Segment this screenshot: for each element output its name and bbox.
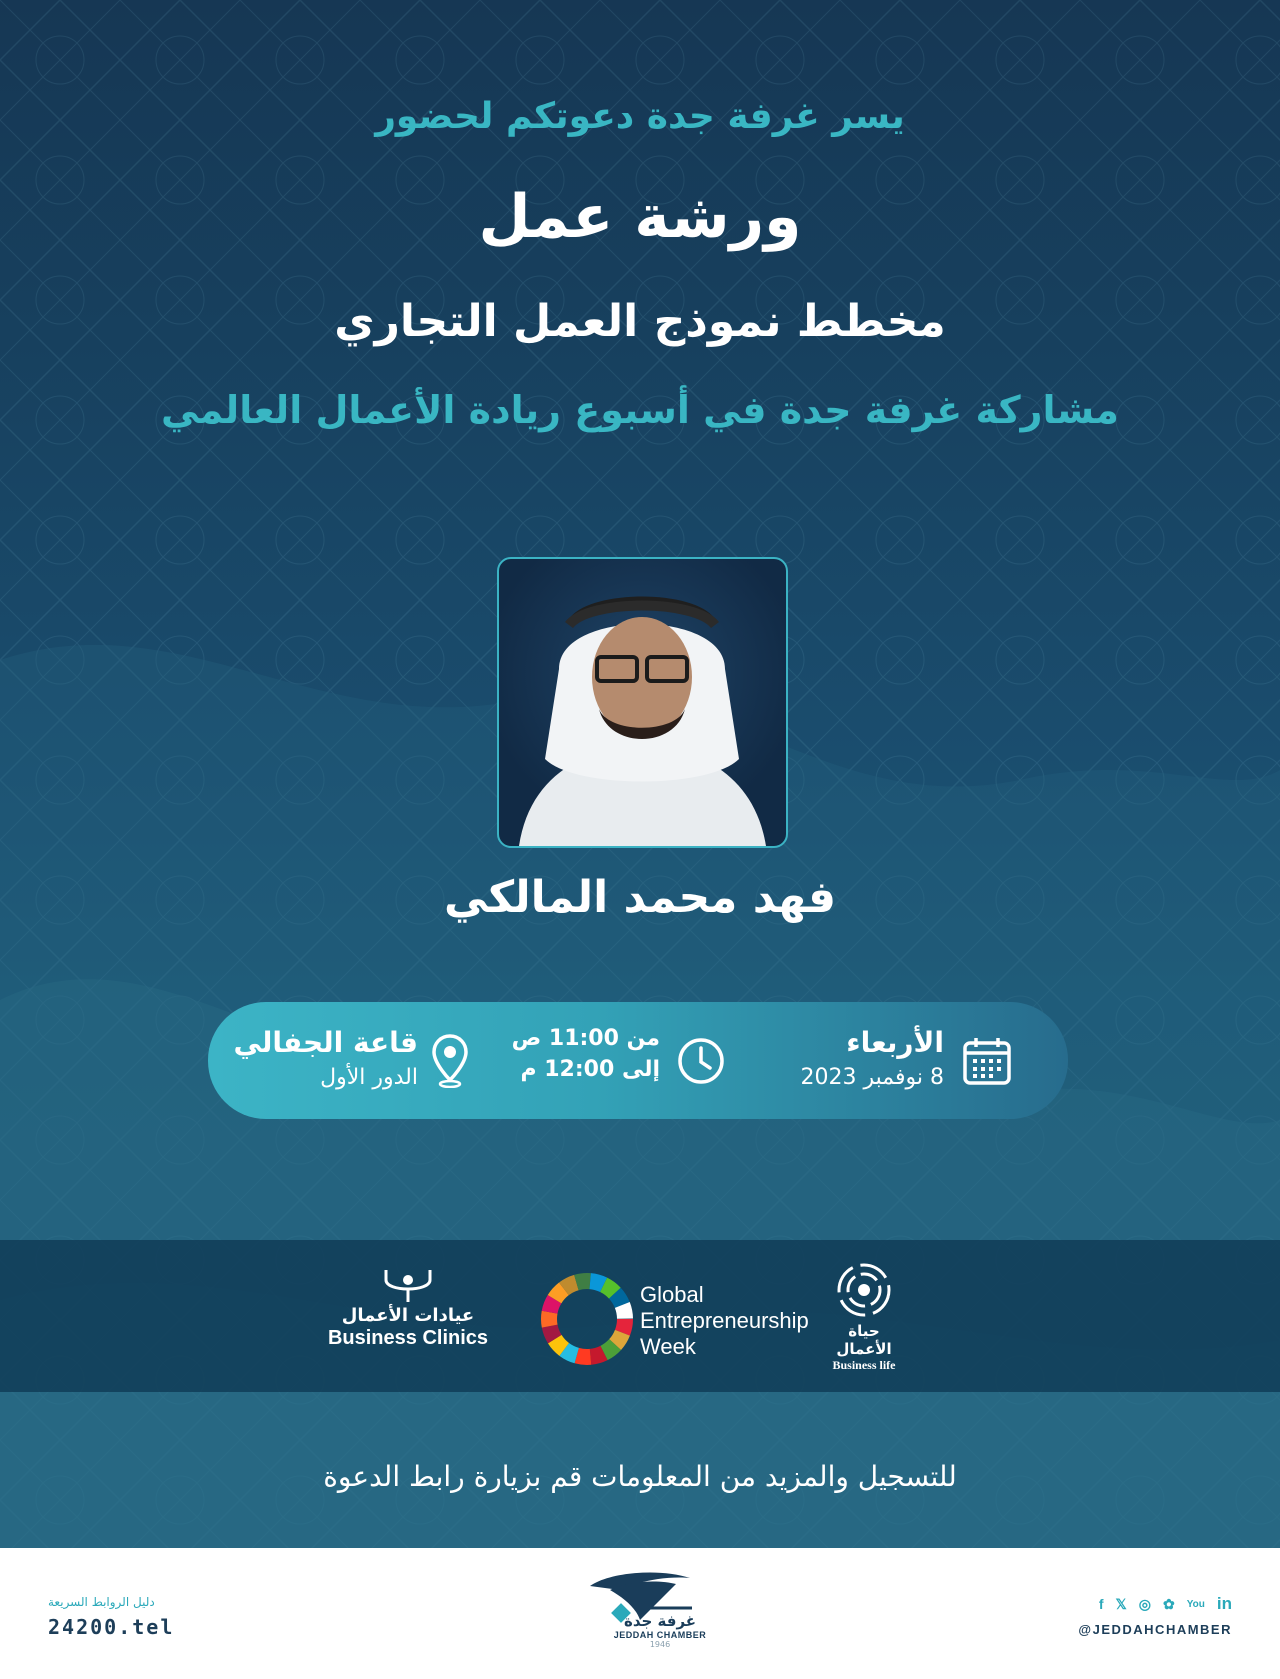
linkedin-icon[interactable]: in [1216,1594,1232,1613]
logo-year: 1946 [649,1640,671,1649]
time-from: من 11:00 ص [511,1026,660,1051]
event-date [801,1026,945,1090]
gew-line3: Week [640,1334,696,1359]
event-date-text: 8 نوفمبر 2023 [800,1065,944,1090]
location-pin-icon [432,1034,468,1092]
social-handle[interactable]: @JEDDAHCHAMBER [1078,1622,1232,1637]
business-life-ar: حياة الأعمال [836,1322,892,1358]
snapchat-icon[interactable]: ✿ [1163,1595,1175,1612]
business-clinics-ar: عيادات الأعمال [341,1305,475,1326]
social-block [1078,1592,1232,1637]
jeddah-chamber-logo [570,1568,710,1668]
directory-label: دليل الروابط السريعة [48,1595,155,1609]
event-description: مشاركة غرفة جدة في أسبوع ريادة الأعمال العالمي [161,388,1119,432]
event-location [233,1026,418,1090]
gew-line1: Global [640,1282,704,1307]
gew-logo [540,1272,820,1366]
logo-en: JEDDAH CHAMBER [613,1630,707,1640]
event-time [512,1026,660,1082]
directory-number[interactable]: 24200.tel [48,1615,175,1639]
x-icon[interactable]: 𝕏 [1115,1595,1127,1612]
business-life-en: Business life [832,1358,896,1372]
instagram-icon[interactable]: ◎ [1138,1595,1151,1612]
business-clinics-logo [322,1268,494,1350]
invitation-intro: يسر غرفة جدة دعوتكم لحضور [375,96,905,137]
location-hall: قاعة الجفالي [233,1026,418,1059]
gew-line2: Entrepreneurship [640,1308,809,1333]
page-title: ورشة عمل [478,182,802,252]
speaker-name: فهد محمد المالكي [443,872,837,923]
business-clinics-en: Business Clinics [327,1327,489,1349]
workshop-subtitle: مخطط نموذج العمل التجاري [334,296,946,347]
business-life-logo [822,1262,906,1373]
youtube-icon[interactable]: You [1186,1598,1205,1610]
speaker-photo [497,557,788,848]
gew-ring-icon [540,1272,634,1366]
calendar-icon [962,1036,1012,1090]
registration-cta: للتسجيل والمزيد من المعلومات قم بزيارة رابط الدعوة [323,1460,957,1493]
logo-ar: غرفة جدة [623,1612,697,1630]
event-day: الأربعاء [846,1026,944,1059]
time-to: إلى 12:00 م [520,1057,660,1082]
facebook-icon[interactable]: f [1098,1596,1104,1612]
event-details-bar [208,1002,1068,1119]
location-floor: الدور الأول [320,1065,418,1090]
clock-icon [676,1036,726,1090]
stethoscope-icon [378,1268,438,1302]
quick-links-directory[interactable] [48,1595,174,1639]
